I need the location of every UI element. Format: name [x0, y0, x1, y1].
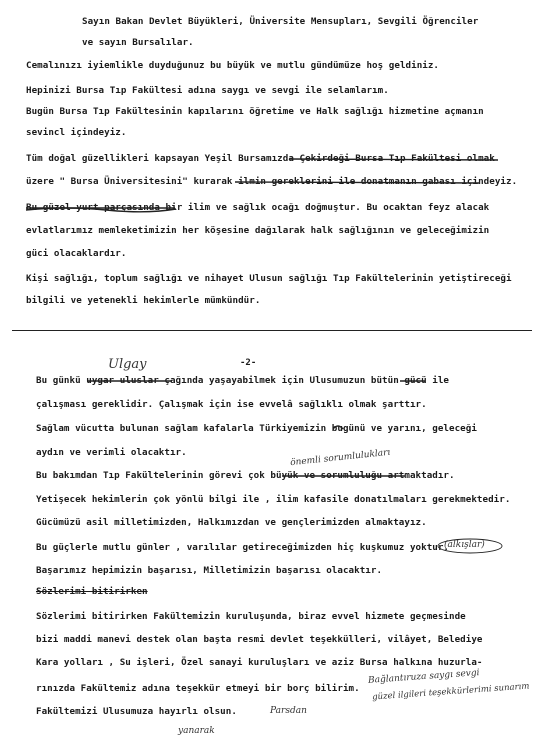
- text-line: Başarımız hepimizin başarısı, Milletimizin başarısı olacaktır.: [36, 565, 383, 576]
- text-line: Tüm doğal güzellikleri kapsayan Yeşil Bursamızda Çekirdeği Bursa Tıp Fakültesi olmak: [26, 153, 495, 164]
- handwritten-note: Bağlantıruza saygı sevgi: [367, 668, 480, 686]
- text-line: Kişi sağlığı, toplum sağlığı ve nihayet Ulusun sağlığı Tıp Fakültelerinin yetiştireceği: [26, 273, 512, 284]
- text-line: aydın ve verimli olacaktır.: [36, 447, 187, 458]
- text-line: bizi maddi manevi destek olan başta resmi devlet teşekkülleri, vilâyet, Belediye: [36, 634, 483, 645]
- text-line: Kara yolları , Su işleri, Özel sanayi kuruluşları ve aziz Bursa halkına huzurla-: [36, 657, 483, 668]
- text-line: Sağlam vücutta bulunan sağlam kafalarla Türkiyemizin bugünü ve yarını, geleceği: [36, 423, 477, 434]
- text-line: Sayın Bakan Devlet Büyükleri, Üniversite Mensupları, Sevgili Öğrenciler: [82, 16, 479, 27]
- text-line: Sözlerimi bitirirken Fakültemizin kuruluşunda, biraz evvel hizmete geçmesinde: [36, 611, 466, 622]
- text-line: ve sayın Bursalılar.: [82, 37, 194, 48]
- text-line: Yetişecek hekimlerin çok yönlü bilgi ile , ilim kafasile donatılmaları gerekmektedir.: [36, 494, 511, 505]
- handwritten-note: (alkışlar): [444, 540, 485, 550]
- struck-heading: Sözlerimi bitirirken: [36, 586, 148, 597]
- handwritten-note: Ulgay: [108, 357, 147, 372]
- handwritten-signature: Parsdan: [270, 706, 307, 716]
- page-number: -2-: [240, 358, 257, 368]
- text-line: Bu güzel yurt parçasında bir ilim ve sağlık ocağı doğmuştur. Bu ocaktan feyz alacak: [26, 202, 490, 213]
- strike-mark: [235, 182, 480, 183]
- handwritten-signature: yanarak: [178, 726, 215, 736]
- circle-mark: [438, 539, 502, 553]
- text-line: üzere " Bursa Üniversitesini" kurarak ilmin gereklerini ile donatmanın gabası içindeyiz.: [26, 176, 518, 187]
- text-line: çalışması gereklidir. Çalışmak için ise evvelâ sağlıklı olmak şarttır.: [36, 399, 427, 410]
- handwritten-note: güzel ilgileri teşekkürlerimi sunarım: [371, 681, 530, 703]
- text-line: Hepinizi Bursa Tıp Fakültesi adına saygı ve sevgi ile selamlarım.: [26, 85, 389, 96]
- handwritten-note: önemli sorumlulukları: [289, 447, 391, 469]
- text-line: sevincl içindeyiz.: [26, 127, 127, 138]
- text-line: Bugün Bursa Tıp Fakültesinin kapılarını öğretime ve Halk sağlığı hizmetine açmanın: [26, 106, 484, 117]
- text-line: Cemalınızı iyiemlikle duyduğunuz bu büyük ve mutlu gündümüze hoş geldiniz.: [26, 60, 440, 71]
- text-line: güci olacaklardır.: [26, 248, 127, 259]
- text-line: rınızda Fakültemiz adına teşekkür etmeyi bir borç bilirim.: [36, 683, 360, 694]
- text-line: bilgili ve yetenekli hekimlerle mümkündür.: [26, 295, 261, 306]
- text-line: Bu bakımdan Tıp Fakültelerinin görevi çok büyük ve sorumluluğu artmaktadır.: [36, 470, 455, 481]
- text-line: Bu günkü uygar uluslar çağında yaşayabilmek için Ulusumuzun bütün gücü ile: [36, 375, 450, 386]
- text-line: Fakültemizi Ulusumuza hayırlı olsun.: [36, 706, 237, 717]
- text-line: evlatlarımız memleketimizin her köşesine dağılarak halk sağlığının ve geleceğimizin: [26, 225, 490, 236]
- strike-mark: [290, 159, 498, 160]
- text-line: Bu güçlerle mutlu günler , varılılar getireceğimizden hiç kuşkumuz yoktur.: [36, 542, 450, 553]
- correction-mark: [333, 426, 343, 429]
- text-line: Gücümüzü asil milletimizden, Halkımızdan ve gençlerimizden almaktayız.: [36, 517, 427, 528]
